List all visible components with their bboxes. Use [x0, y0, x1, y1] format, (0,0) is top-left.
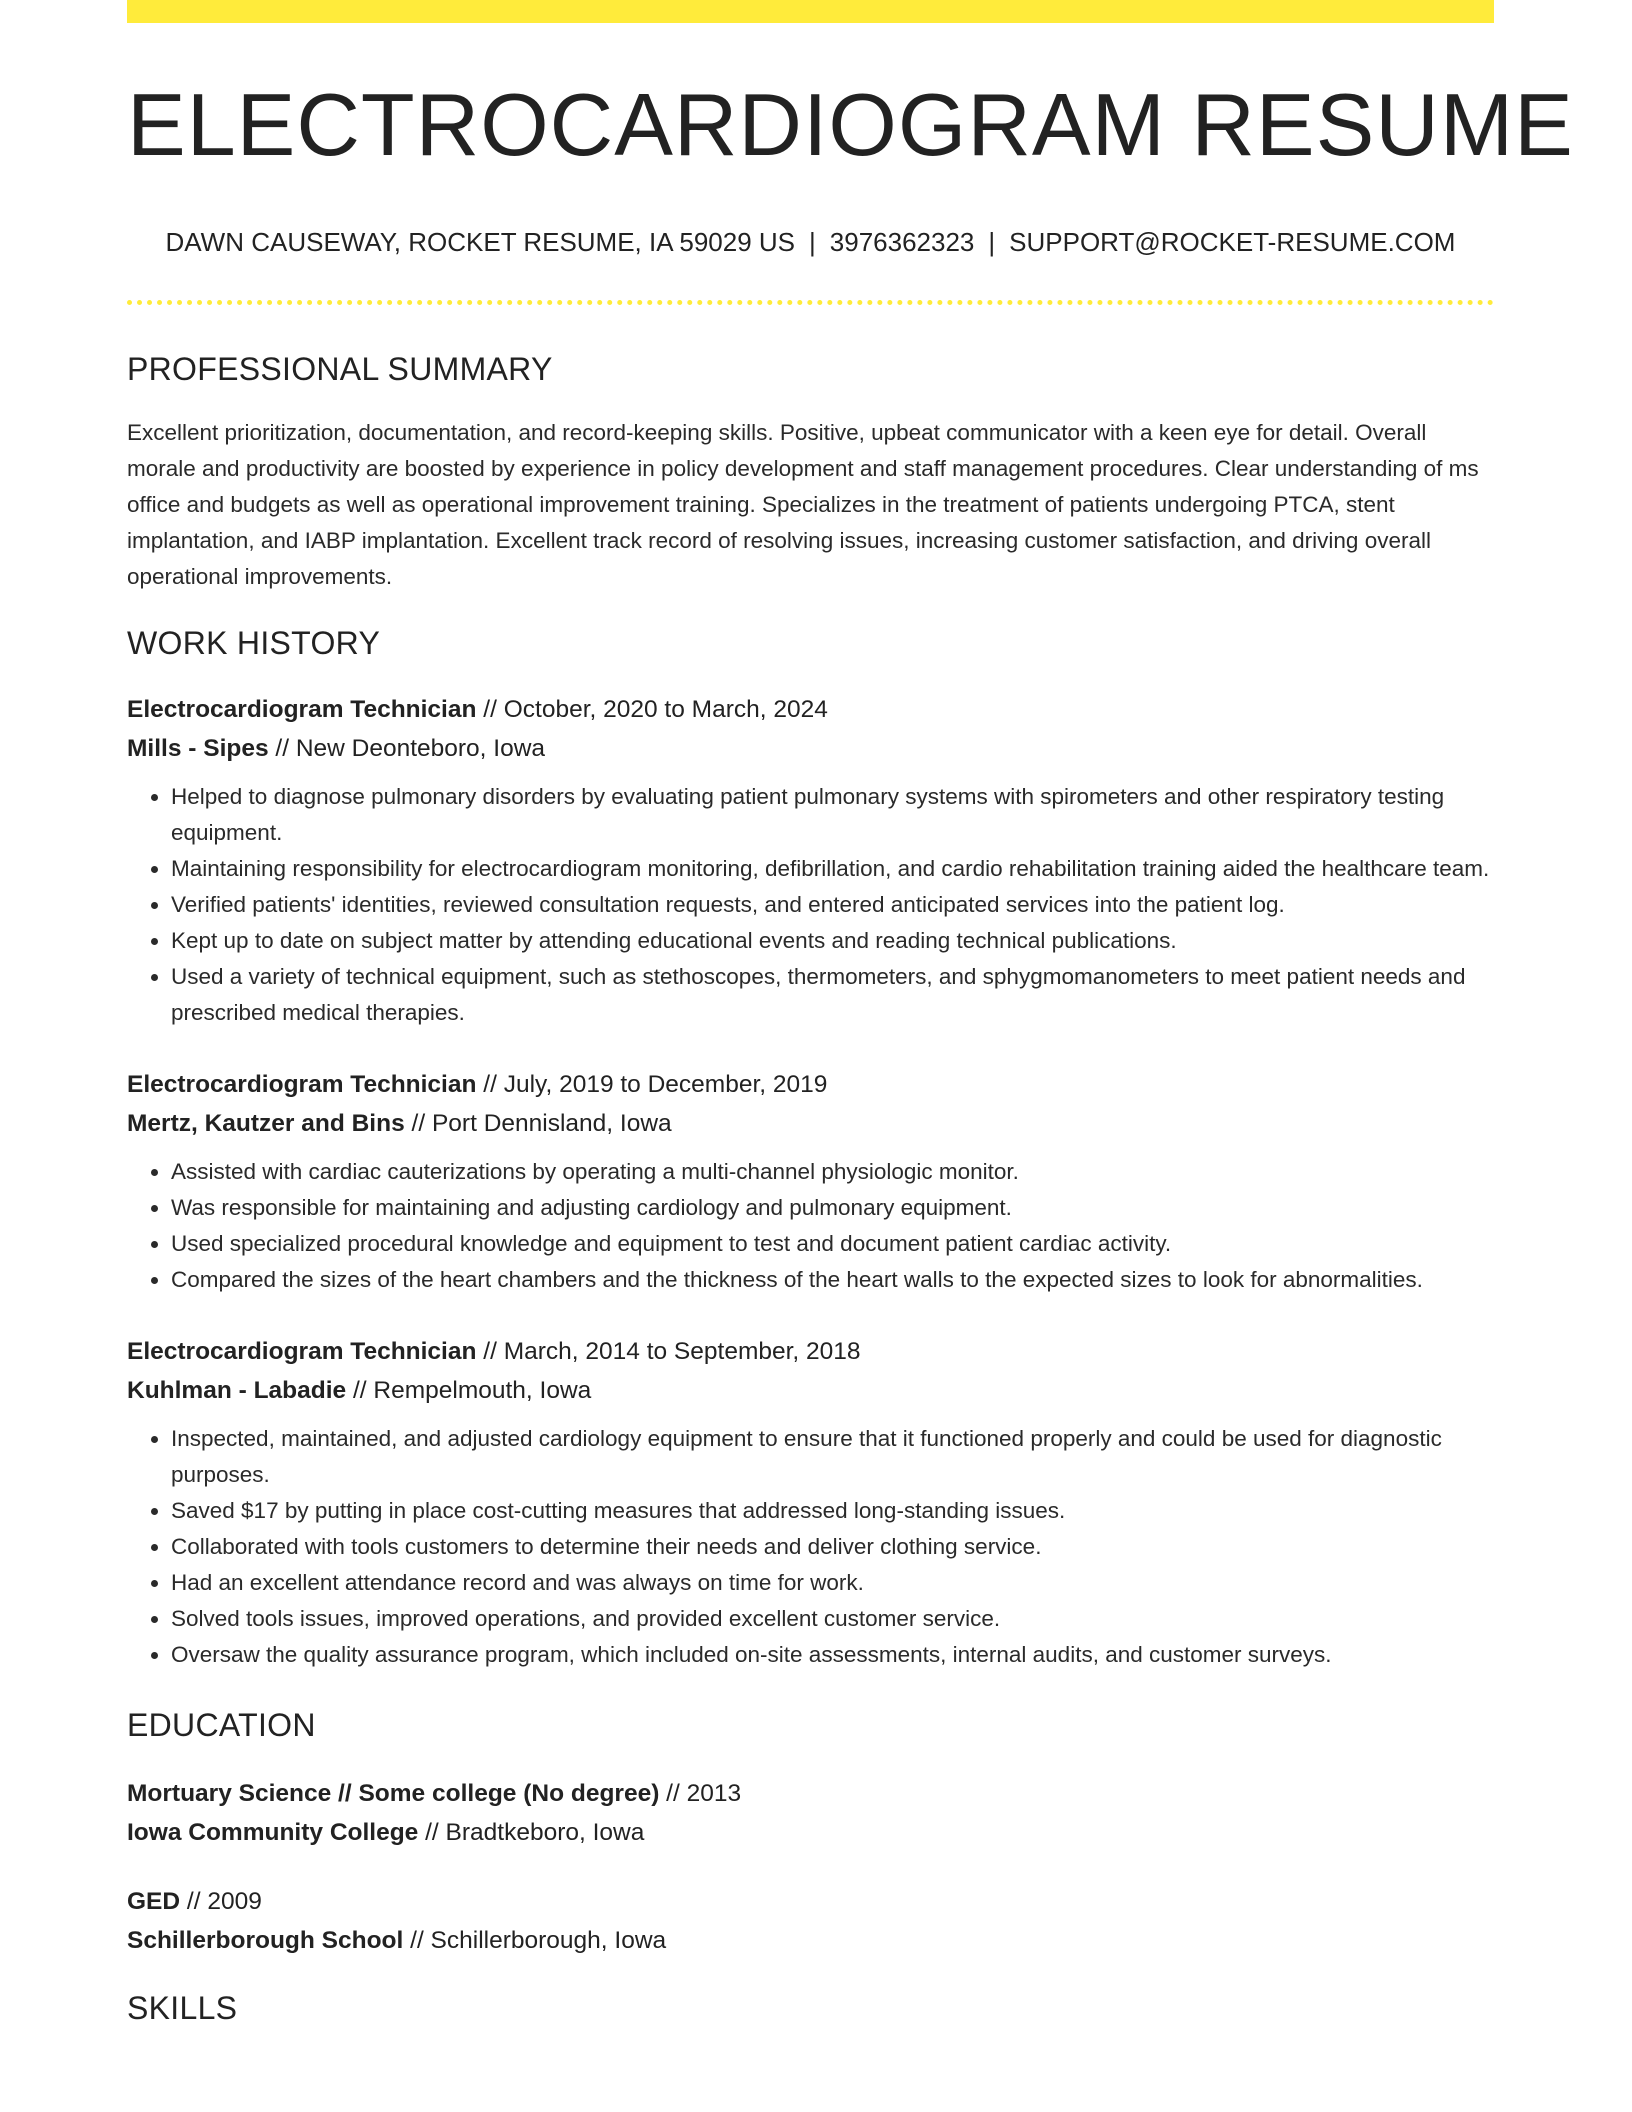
education-location: // Bradtkeboro, Iowa: [425, 1819, 645, 1846]
job-title-line: [127, 1065, 1494, 1104]
education-location: // Schillerborough, Iowa: [410, 1927, 667, 1954]
job-bullet: • Assisted with cardiac cauterizations by operating a multi-channel physiologic monitor.: [171, 1154, 1494, 1190]
resume-page: [127, 0, 1574, 2027]
summary-heading: PROFESSIONAL SUMMARY: [127, 351, 553, 387]
contact-line: [127, 227, 1494, 258]
job-bullets: [127, 1421, 1494, 1673]
contact-separator: |: [809, 227, 816, 257]
job-bullet: • Had an excellent attendance record and was always on time for work.: [171, 1565, 1494, 1601]
job-company: Mertz, Kautzer and Bins: [127, 1110, 405, 1137]
skills-heading: SKILLS: [127, 1990, 238, 2026]
education-school: Iowa Community College: [127, 1819, 419, 1846]
education-degree: GED: [127, 1888, 181, 1915]
job-location: // Port Dennisland, Iowa: [411, 1110, 672, 1137]
job-title: Electrocardiogram Technician: [127, 1071, 477, 1098]
education-year: // 2013: [666, 1780, 742, 1807]
job-company-line: [127, 729, 1494, 768]
education-year: // 2009: [186, 1888, 262, 1915]
job-bullet: • Inspected, maintained, and adjusted cardiology equipment to ensure that it functioned properly and could be used for diagnostic purposes.: [171, 1421, 1494, 1493]
education-degree-line: [127, 1882, 1494, 1921]
job-title-line: [127, 1332, 1494, 1371]
job-bullet: • Helped to diagnose pulmonary disorders by evaluating patient pulmonary systems with spirometers and other respiratory testing equipment.: [171, 779, 1494, 851]
contact-email: SUPPORT@ROCKET-RESUME.COM: [1009, 227, 1456, 257]
education-entry: [127, 1882, 1494, 1960]
job-bullet: • Oversaw the quality assurance program, which included on-site assessments, internal audits, and customer surveys.: [171, 1637, 1494, 1673]
education-school-line: [127, 1921, 1494, 1960]
job-bullet: • Compared the sizes of the heart chambers and the thickness of the heart walls to the expected sizes to look for abnormalities.: [171, 1262, 1494, 1298]
contact-separator: |: [988, 227, 996, 257]
job-bullets: [127, 779, 1494, 1031]
top-accent-bar: [127, 0, 1494, 23]
education-school: Schillerborough School: [127, 1927, 404, 1954]
job-company: Kuhlman - Labadie: [127, 1377, 347, 1404]
job-title: Electrocardiogram Technician: [127, 696, 477, 723]
job-title: Electrocardiogram Technician: [127, 1338, 477, 1365]
work-history-heading: WORK HISTORY: [127, 625, 381, 661]
job-dates: // October, 2020 to March, 2024: [483, 696, 828, 723]
job-bullet: • Kept up to date on subject matter by attending educational events and reading technical publications.: [171, 923, 1494, 959]
job-dates: // March, 2014 to September, 2018: [483, 1338, 861, 1365]
job-bullet: • Used a variety of technical equipment, such as stethoscopes, thermometers, and sphygmomanometers to meet patient needs and prescribed medical therapies.: [171, 959, 1494, 1031]
job-dates: // July, 2019 to December, 2019: [483, 1071, 828, 1098]
job-company-line: [127, 1104, 1494, 1143]
job-bullet: • Maintaining responsibility for electrocardiogram monitoring, defibrillation, and cardio rehabilitation training aided the healthcare team.: [171, 851, 1494, 887]
job-bullet: • Was responsible for maintaining and adjusting cardiology and pulmonary equipment.: [171, 1190, 1494, 1226]
job-bullet: • Used specialized procedural knowledge and equipment to test and document patient cardiac activity.: [171, 1226, 1494, 1262]
education-heading: EDUCATION: [127, 1707, 316, 1743]
job-bullet: • Collaborated with tools customers to determine their needs and deliver clothing service.: [171, 1529, 1494, 1565]
job-title-line: [127, 690, 1494, 729]
job-location: // Rempelmouth, Iowa: [352, 1377, 592, 1404]
job-location: // New Deonteboro, Iowa: [275, 735, 546, 762]
job-bullet: • Saved $17 by putting in place cost-cutting measures that addressed long-standing issues.: [171, 1493, 1494, 1529]
job-bullets: [127, 1154, 1494, 1298]
education-school-line: [127, 1813, 1494, 1852]
header-divider: [127, 300, 1494, 305]
job-entry: [127, 1332, 1494, 1673]
job-company: Mills - Sipes: [127, 735, 269, 762]
job-bullet: • Solved tools issues, improved operations, and provided excellent customer service.: [171, 1601, 1494, 1637]
job-entry: [127, 690, 1494, 1031]
resume-title: ELECTROCARDIOGRAM RESUME: [127, 75, 1574, 174]
job-entry: [127, 1065, 1494, 1298]
job-bullet: • Verified patients' identities, reviewed consultation requests, and entered anticipated services into the patient log.: [171, 887, 1494, 923]
job-company-line: [127, 1371, 1494, 1410]
education-degree-line: [127, 1774, 1494, 1813]
summary-text: Excellent prioritization, documentation, and record-keeping skills. Positive, upbeat communicator with a keen eye for detail. Overall morale and productivity are boosted by experience in policy development and staff management procedures. Clear understanding of ms office and budgets as well as operational improvement training. Specializes in the treatment of patients undergoing PTCA, stent implantation, and IABP implantation. Excellent track record of resolving issues, increasing customer satisfaction, and driving overall operational improvements.: [127, 420, 1479, 589]
education-entry: [127, 1774, 1494, 1852]
contact-phone: 3976362323: [829, 227, 975, 257]
education-degree: Mortuary Science // Some college (No degree): [127, 1780, 660, 1807]
contact-address: DAWN CAUSEWAY, ROCKET RESUME, IA 59029 US: [165, 227, 796, 257]
